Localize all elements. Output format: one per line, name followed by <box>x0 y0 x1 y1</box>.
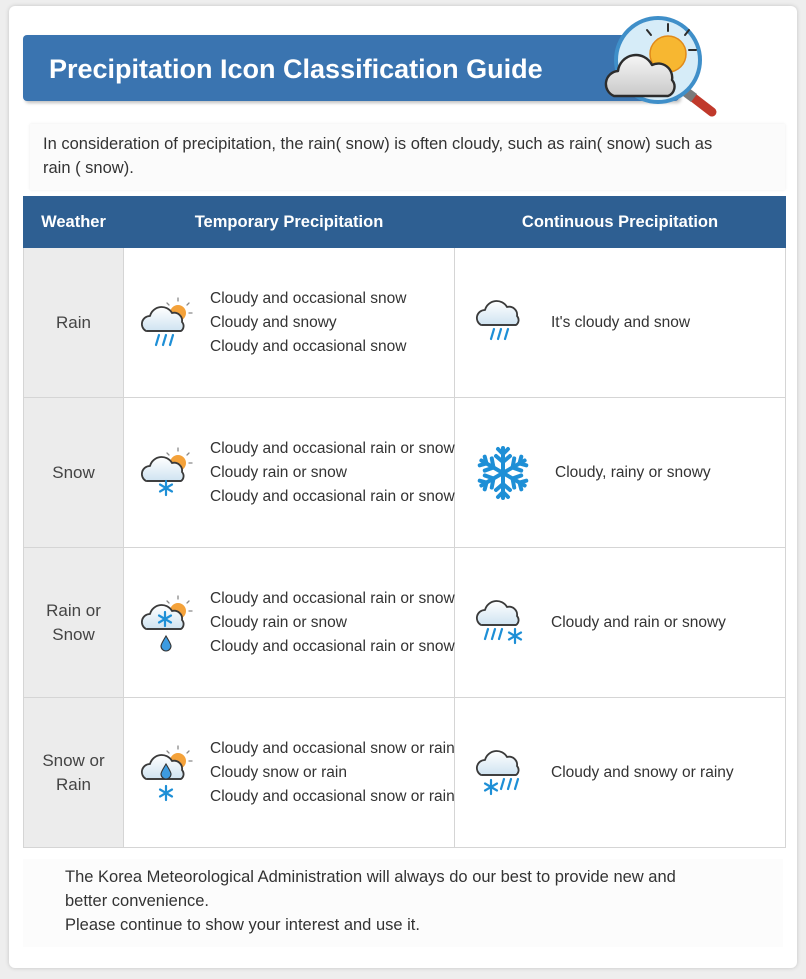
temporary-text <box>210 437 455 509</box>
sun-cloud-snow-drop-icon <box>138 593 194 653</box>
text-line: Cloudy rain or snow <box>210 463 347 481</box>
continuous-text: It's cloudy and snow <box>551 313 691 331</box>
footer-text <box>65 865 705 937</box>
temporary-text <box>210 587 455 659</box>
text-line: Cloudy snow or rain <box>210 763 347 781</box>
continuous-text: Cloudy, rainy or snowy <box>555 463 711 481</box>
table-row-rain-or-snow <box>24 548 786 698</box>
weather-label-text: Rain or Snow <box>46 600 101 644</box>
table-row-snow <box>24 398 786 548</box>
weather-label <box>24 548 124 698</box>
footer-box <box>23 859 783 947</box>
weather-label <box>24 698 124 848</box>
continuous-text: Cloudy and snowy or rainy <box>551 763 734 781</box>
text-line: Cloudy rain or snow <box>210 613 347 631</box>
text-line: Cloudy and snowy <box>210 313 337 331</box>
footer-line: Please continue to show your interest and use it. <box>65 916 420 934</box>
temporary-text <box>210 737 455 809</box>
weather-label: Rain <box>24 248 124 398</box>
text-line: Cloudy and occasional rain or snow <box>210 439 455 457</box>
sun-cloud-drop-snow-icon <box>138 743 194 803</box>
header-weather: Weather <box>24 197 124 248</box>
temporary-text <box>210 287 406 359</box>
text-line: Cloudy and occasional snow <box>210 289 407 307</box>
intro-text: In consideration of precipitation, the rain( snow) is often cloudy, such as rain( snow) such as rain ( snow). <box>43 135 713 177</box>
text-line: Cloudy and occasional rain or snow <box>210 637 455 655</box>
text-line: Cloudy and occasional snow <box>210 337 407 355</box>
text-line: Cloudy and occasional rain or snow <box>210 589 455 607</box>
weather-label-text: Snow or Rain <box>42 750 105 794</box>
snowflake-icon <box>473 443 533 503</box>
table-header-row <box>24 197 786 248</box>
text-line: Cloudy and occasional snow or rain <box>210 787 455 805</box>
text-line: Cloudy and occasional rain or snow <box>210 487 455 505</box>
sun-cloud-snow-icon <box>138 445 194 501</box>
page-title: Precipitation Icon Classification Guide <box>49 54 543 84</box>
weather-magnifier-icon <box>600 14 724 120</box>
table-row-rain <box>24 248 786 398</box>
footer-line: The Korea Meteorological Administration will always do our best to provide new and better convenience. <box>65 868 676 910</box>
cloud-rain-snow-icon <box>473 595 529 651</box>
continuous-text: Cloudy and rain or snowy <box>551 613 726 631</box>
cloud-rain-icon <box>473 295 529 351</box>
weather-label: Snow <box>24 398 124 548</box>
intro-box <box>30 124 785 190</box>
header-temporary: Temporary Precipitation <box>124 197 455 248</box>
text-line: Cloudy and occasional snow or rain <box>210 739 455 757</box>
cloud-snow-rain-icon <box>473 745 529 801</box>
classification-table <box>23 196 786 848</box>
title-banner <box>23 35 679 101</box>
sun-cloud-rain-icon <box>138 295 194 351</box>
header-continuous: Continuous Precipitation <box>455 197 786 248</box>
table-row-snow-or-rain <box>24 698 786 848</box>
